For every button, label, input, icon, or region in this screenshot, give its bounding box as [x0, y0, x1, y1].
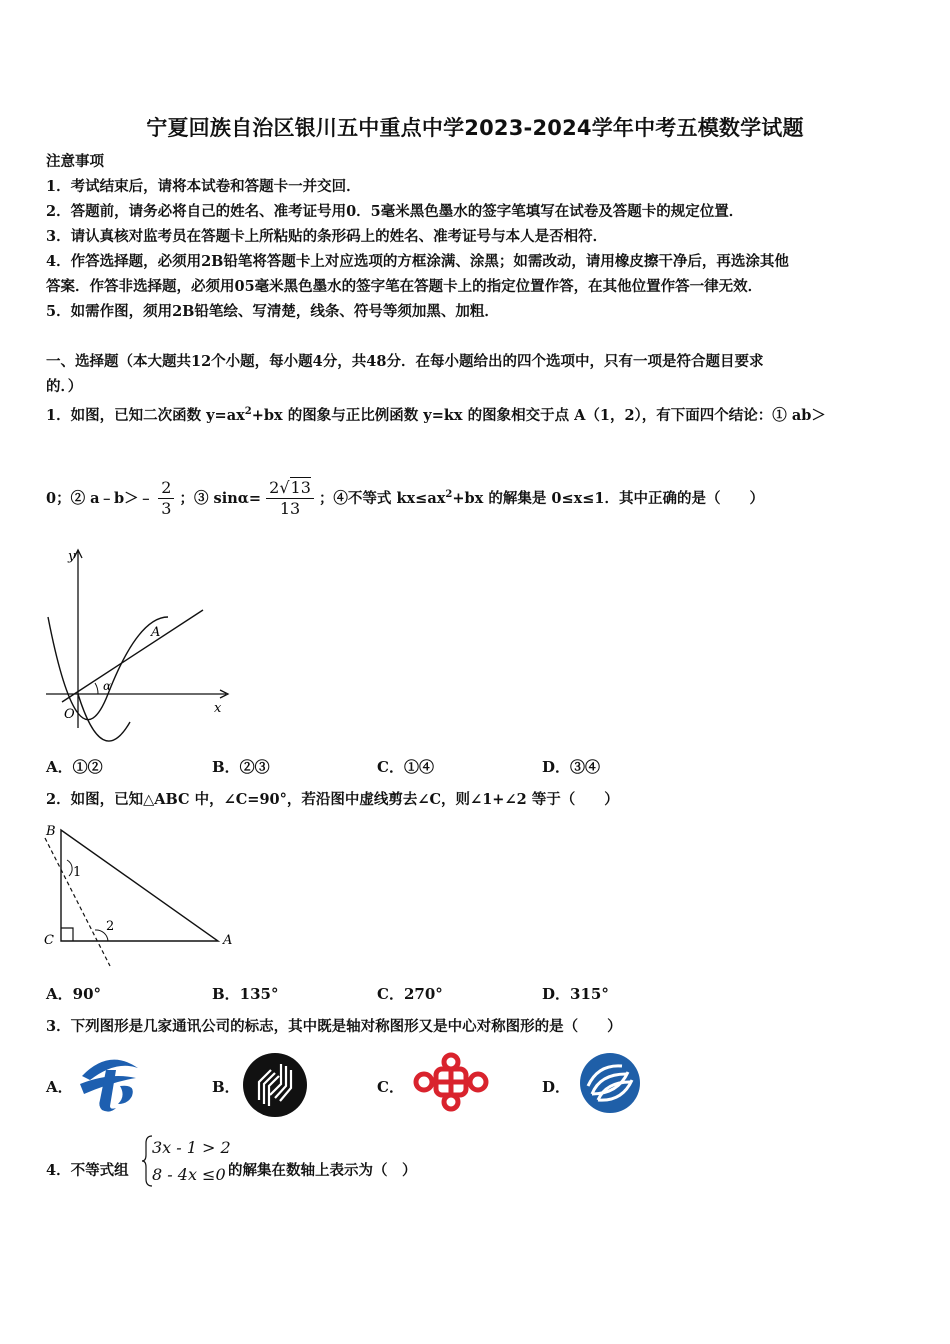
notice-item: 2．答题前，请务必将自己的姓名、准考证号用0．5毫米黑色墨水的签字笔填写在试卷及答题卡的规定位置． [46, 203, 744, 220]
angle-1-label: 1 [73, 865, 82, 880]
angle-alpha-arc [95, 683, 98, 694]
triangle-abc [61, 830, 218, 941]
alpha-label: α [103, 679, 112, 693]
inequality-1: 3x - 1 > 2 [152, 1138, 231, 1157]
q3-option-b[interactable]: B． [212, 1078, 240, 1096]
vertex-a-label: A [223, 933, 233, 948]
q2-option-a[interactable]: A．90° [46, 985, 102, 1003]
origin-label: O [64, 707, 75, 722]
notice-heading: 注意事项 [46, 153, 104, 170]
q1-stem-line2: 0；② a﹣b＞﹣ $\frac{2}{3}$ ；③ sinα= $\frac{2√13}{13}$ ；④不等式 $kx\le ax^2+bx$ 的解集是 0≤x≤1．其中正确的是（ ） [46, 478, 764, 519]
q2-option-b[interactable]: B．135° [212, 985, 279, 1003]
vertex-b-label: B [46, 824, 56, 839]
q3-option-c[interactable]: C． [377, 1078, 404, 1096]
china-mobile-logo-icon [578, 1052, 642, 1114]
page-title: 宁夏回族自治区银川五中重点中学2023-2024学年中考五模数学试题 [146, 116, 804, 140]
section-heading-cont: 的．） [46, 378, 83, 395]
q2-stem: 2．如图，已知△ABC 中，∠C=90°，若沿图中虚线剪去∠C，则∠1+∠2 等于（ ） [46, 791, 619, 808]
section-heading: 一、选择题（本大题共12个小题，每小题4分，共48分．在每小题给出的四个选项中，只有一项是符合题目要求 [46, 353, 764, 370]
q1-option-a[interactable]: A．①② [46, 758, 103, 776]
stripes-circle-logo-icon [241, 1052, 309, 1118]
q3-stem: 3．下列图形是几家通讯公司的标志，其中既是轴对称图形又是中心对称图形的是（ ） [46, 1018, 622, 1035]
q4-stem-prefix: 4．不等式组 [46, 1162, 129, 1179]
china-unicom-knot-logo-icon [408, 1052, 494, 1112]
angle-1-arc [67, 860, 72, 876]
q1-option-d[interactable]: D．③④ [542, 758, 601, 776]
q1-stem-line1: 1．如图，已知二次函数 $y=ax^2+bx$ 的图象与正比例函数 y=kx 的图象相交于点 A（1，2），有下面四个结论：① ab＞ [46, 406, 826, 424]
fraction-two-thirds: $\frac{2}{3}$ [158, 478, 174, 519]
vertex-c-label: C [44, 933, 54, 948]
q2-option-d[interactable]: D．315° [542, 985, 609, 1003]
q3-option-a[interactable]: A． [46, 1078, 73, 1096]
q2-triangle-figure [40, 820, 250, 970]
notice-item: 答案．作答非选择题，必须用05毫米黑色墨水的签字笔在答题卡上的指定位置作答，在其他位置作答一律无效． [46, 278, 763, 295]
y-axis-label: y [68, 549, 76, 564]
q1-option-b[interactable]: B．②③ [212, 758, 270, 776]
x-axis-label: x [214, 701, 222, 716]
line-y-kx [62, 610, 203, 702]
angle-2-label: 2 [106, 919, 115, 934]
inequality-2: 8 - 4x ≤0 [152, 1165, 226, 1184]
fraction-sin-alpha: $\frac{2√13}{13}$ [266, 478, 314, 519]
q1-function-graph [40, 542, 240, 742]
q2-option-c[interactable]: C．270° [377, 985, 443, 1003]
notice-item: 5．如需作图，须用2B铅笔绘、写清楚，线条、符号等须加黑、加粗． [46, 303, 499, 320]
china-telecom-logo-icon [76, 1052, 142, 1114]
notice-item: 4．作答选择题，必须用2B铅笔将答题卡上对应选项的方框涂满、涂黑；如需改动，请用橡皮擦干净后，再选涂其他 [46, 253, 789, 270]
q4-stem-suffix: 的解集在数轴上表示为（ ） [228, 1162, 417, 1179]
right-angle-mark [61, 928, 73, 941]
point-a-label: A [151, 625, 161, 640]
parabola-curve-lower [78, 694, 130, 741]
q1-option-c[interactable]: C．①④ [377, 758, 434, 776]
notice-item: 1．考试结束后，请将本试卷和答题卡一并交回． [46, 178, 361, 195]
parabola-curve [48, 617, 168, 720]
notice-item: 3．请认真核对监考员在答题卡上所粘贴的条形码上的姓名、准考证号与本人是否相符． [46, 228, 608, 245]
q3-option-d[interactable]: D． [542, 1078, 571, 1096]
